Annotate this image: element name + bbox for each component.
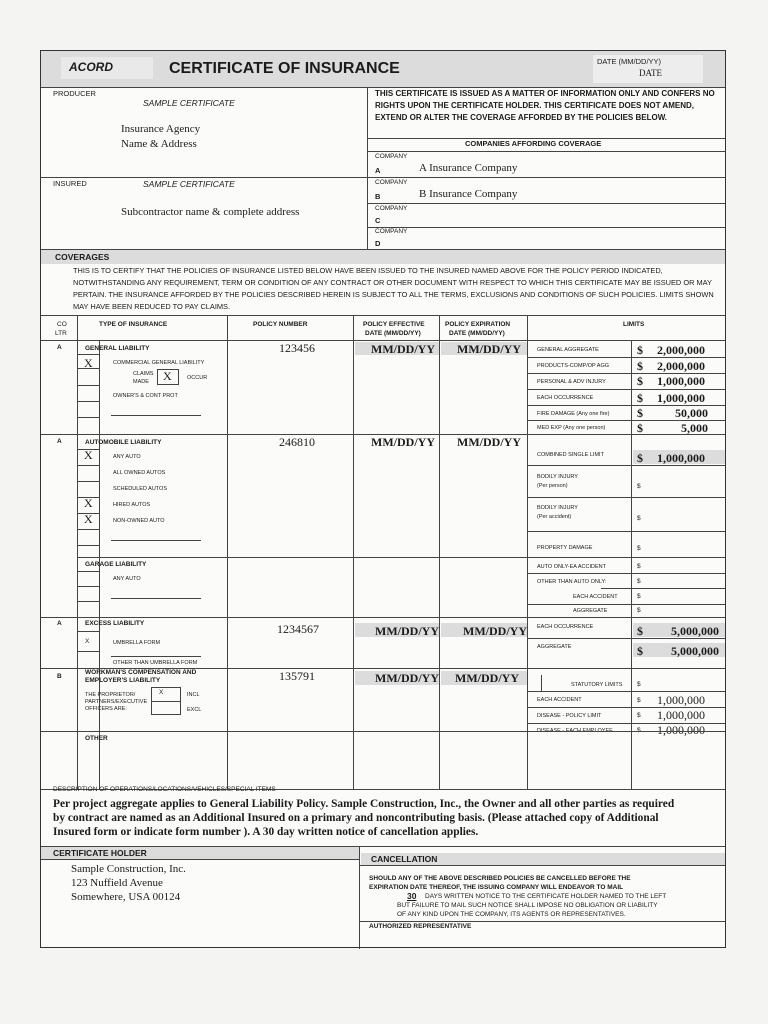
wc-limit-amount-2[interactable]: 1,000,000 — [657, 723, 705, 737]
excess-exp-date[interactable]: MM/DD/YY — [463, 624, 527, 638]
col-exp-1: POLICY EXPIRATION — [445, 321, 511, 328]
excess-agg-label: AGGREGATE — [537, 644, 572, 650]
producer-sample: SAMPLE CERTIFICATE — [143, 98, 235, 108]
gl-commercial-check[interactable]: X — [84, 356, 93, 370]
company-d-label: COMPANY — [375, 228, 408, 235]
auto-nonowned: NON-OWNED AUTO — [113, 518, 165, 524]
excess-occ-amount[interactable]: 5,000,000 — [671, 624, 719, 638]
auto-eff-date[interactable]: MM/DD/YY — [371, 435, 435, 449]
cancellation-line-1: SHOULD ANY OF THE ABOVE DESCRIBED POLICIES BE CANCELLED BEFORE THE — [369, 875, 631, 882]
insured-sample: SAMPLE CERTIFICATE — [143, 179, 235, 189]
holder-label: CERTIFICATE HOLDER — [53, 848, 147, 858]
company-a-name[interactable]: A Insurance Company — [419, 162, 518, 174]
excess-policy-number[interactable]: 1234567 — [277, 622, 319, 636]
col-policy: POLICY NUMBER — [253, 321, 308, 328]
gl-limit-label-4: FIRE DAMAGE (Any one fire) — [537, 411, 610, 417]
producer-label: PRODUCER — [53, 89, 96, 98]
garage-limit-3: EACH ACCIDENT — [573, 594, 618, 600]
col-eff-1: POLICY EFFECTIVE — [363, 321, 425, 328]
excess-occ-label: EACH OCCURRENCE — [537, 624, 594, 630]
gl-limit-label-1: PRODUCTS-COMP/OP AGG — [537, 363, 610, 369]
wc-limit-label-1: DISEASE - POLICY LIMIT — [537, 713, 602, 719]
auto-any-check[interactable]: X — [84, 448, 93, 462]
wc-limit-dollar-0: $ — [637, 697, 641, 704]
auto-title: AUTOMOBILE LIABILITY — [85, 439, 162, 446]
wc-policy-number[interactable]: 135791 — [279, 669, 315, 683]
gl-exp-date[interactable]: MM/DD/YY — [457, 342, 521, 356]
col-type: TYPE OF INSURANCE — [99, 321, 168, 328]
auto-hired-check[interactable]: X — [84, 496, 93, 510]
garage-limit-4: AGGREGATE — [573, 608, 608, 614]
auto-bi-acc-1: BODILY INJURY — [537, 505, 578, 511]
holder-name[interactable]: Sample Construction, Inc. — [71, 863, 186, 875]
cancellation-line-3: DAYS WRITTEN NOTICE TO THE CERTIFICATE HOLDER NAMED TO THE LEFT — [425, 893, 667, 900]
gl-limit-amount-5[interactable]: 5,000 — [681, 421, 708, 435]
auto-csl: COMBINED SINGLE LIMIT — [537, 452, 604, 458]
auto-bi-person-1: BODILY INJURY — [537, 474, 578, 480]
wc-limit-dollar-1: $ — [637, 712, 641, 719]
wc-limit-label-2: DISEASE - EACH EMPLOYEE — [537, 728, 613, 734]
wc-limit-dollar-2: $ — [637, 727, 641, 734]
excess-eff-date[interactable]: MM/DD/YY — [375, 624, 439, 638]
garage-title: GARAGE LIABILITY — [85, 561, 147, 568]
auto-csl-dollar: $ — [637, 451, 643, 465]
producer-line1[interactable]: Insurance Agency — [121, 123, 201, 135]
gl-limit-label-5: MED EXP (Any one person) — [537, 425, 606, 431]
auto-scheduled: SCHEDULED AUTOS — [113, 486, 167, 492]
gl-limit-amount-3[interactable]: 1,000,000 — [657, 391, 705, 405]
wc-prop-3: OFFICERS ARE: — [85, 706, 127, 712]
excess-umbrella-check[interactable]: X — [85, 638, 90, 645]
auto-bi-person-2: (Per person) — [537, 483, 568, 489]
excess-title: EXCESS LIABILITY — [85, 620, 145, 627]
garage-limit-1: AUTO ONLY-EA ACCIDENT — [537, 564, 606, 570]
wc-limit-amount-0[interactable]: 1,000,000 — [657, 693, 705, 707]
other-title: OTHER — [85, 735, 108, 742]
cancellation-line-4: BUT FAILURE TO MAIL SUCH NOTICE SHALL IMPOSE NO OBLIGATION OR LIABILITY — [397, 902, 658, 909]
excess-agg-dollar: $ — [637, 644, 643, 658]
wc-excl: EXCL — [187, 707, 202, 713]
auto-bi-acc-dollar: $ — [637, 515, 641, 522]
company-a-label: COMPANY — [375, 153, 408, 160]
coverages-band — [41, 250, 725, 264]
company-b-label: COMPANY — [375, 179, 408, 186]
gl-ltr: A — [57, 344, 62, 351]
wc-statutory-dollar: $ — [637, 681, 641, 688]
wc-prop-2: PARTNERS/EXECUTIVE — [85, 699, 148, 705]
date-label: DATE (MM/DD/YY) — [597, 57, 662, 66]
auto-exp-date[interactable]: MM/DD/YY — [457, 435, 521, 449]
garage-limit-2: OTHER THAN AUTO ONLY: — [537, 579, 607, 585]
description-label: DESCRIPTION OF OPERATIONS/LOCATIONS/VEHICLES/SPECIAL ITEMS — [53, 786, 276, 793]
gl-occur-check[interactable]: X — [163, 369, 172, 383]
date-value[interactable]: DATE — [639, 68, 662, 78]
page-title: CERTIFICATE OF INSURANCE — [169, 60, 400, 77]
auto-ltr: A — [57, 438, 62, 445]
auto-owned: ALL OWNED AUTOS — [113, 470, 166, 476]
wc-ltr: B — [57, 673, 62, 680]
gl-limit-label-0: GENERAL AGGREGATE — [537, 347, 599, 353]
information-notice: THIS CERTIFICATE IS ISSUED AS A MATTER OF INFORMATION ONLY AND CONFERS NO RIGHTS UPON THE CERTIFICATE HOLDER. THIS CERTIFICATE DOES NOT AMEND, EXTEND OR ALTER THE COVERAGE AFFORDED BY THE POLICIES BELOW. — [375, 89, 715, 122]
gl-limit-dollar-5: $ — [637, 421, 643, 435]
wc-limit-amount-1[interactable]: 1,000,000 — [657, 708, 705, 722]
wc-title-1: WORKMAN'S COMPENSATION AND — [85, 669, 197, 676]
wc-exp-date[interactable]: MM/DD/YY — [455, 671, 519, 685]
description-line-2[interactable]: by contract are named as an Additional Insured on a primary and noncontributing basis. (Please attached copy of Additional — [53, 812, 659, 824]
col-ltr: LTR — [55, 330, 67, 337]
description-line-3[interactable]: Insured form or indicate form number ). A 30 day written notice of cancellation applies. — [53, 826, 479, 838]
excess-other: OTHER THAN UMBRELLA FORM — [113, 660, 198, 666]
gl-limit-dollar-4: $ — [637, 406, 643, 420]
gl-limit-dollar-2: $ — [637, 374, 643, 388]
gl-title: GENERAL LIABILITY — [85, 345, 150, 352]
col-limits: LIMITS — [623, 321, 645, 328]
cancellation-line-5: OF ANY KIND UPON THE COMPANY, ITS AGENTS OR REPRESENTATIVES. — [397, 911, 626, 918]
garage-dollar-4: $ — [637, 607, 641, 614]
excess-occ-dollar: $ — [637, 624, 643, 638]
wc-incl-check[interactable]: X — [159, 689, 164, 696]
cancellation-days[interactable]: 30 — [407, 891, 417, 901]
auto-bi-person-dollar: $ — [637, 483, 641, 490]
wc-incl: INCL — [187, 692, 200, 698]
wc-title-2: EMPLOYER'S LIABILITY — [85, 677, 161, 684]
acord-logo: ACORD — [69, 60, 113, 74]
garage-any: ANY AUTO — [113, 576, 141, 582]
auto-csl-amount[interactable]: 1,000,000 — [657, 451, 705, 465]
gl-limit-amount-2[interactable]: 1,000,000 — [657, 374, 705, 388]
holder-street[interactable]: 123 Nuffield Avenue — [71, 877, 163, 889]
wc-statutory: STATUTORY LIMITS — [571, 682, 623, 688]
gl-limit-dollar-3: $ — [637, 391, 643, 405]
gl-made: MADE — [133, 379, 149, 385]
auto-hired: HIRED AUTOS — [113, 502, 151, 508]
excess-agg-amount[interactable]: 5,000,000 — [671, 644, 719, 658]
insured-address[interactable]: Subcontractor name & complete address — [121, 206, 300, 218]
holder-city[interactable]: Somewhere, USA 00124 — [71, 891, 181, 903]
wc-prop-1: THE PROPRIETOR/ — [85, 692, 136, 698]
gl-occur: OCCUR — [187, 375, 208, 381]
wc-limit-label-0: EACH ACCIDENT — [537, 697, 582, 703]
excess-umbrella: UMBRELLA FORM — [113, 640, 161, 646]
companies-heading: COMPANIES AFFORDING COVERAGE — [465, 139, 602, 148]
insured-label: INSURED — [53, 179, 87, 188]
gl-claims: CLAIMS — [133, 371, 154, 377]
gl-limit-amount-4[interactable]: 50,000 — [675, 406, 708, 420]
garage-dollar-3: $ — [637, 593, 641, 600]
cancellation-label: CANCELLATION — [371, 854, 438, 864]
authorized-representative: AUTHORIZED REPRESENTATIVE — [369, 923, 472, 930]
excess-ltr: A — [57, 620, 62, 627]
auto-any: ANY AUTO — [113, 454, 141, 460]
producer-line2[interactable]: Name & Address — [121, 138, 197, 150]
gl-limit-label-3: EACH OCCURRENCE — [537, 395, 594, 401]
garage-dollar-1: $ — [637, 563, 641, 570]
col-exp-2: DATE (MM/DD/YY) — [449, 330, 505, 337]
garage-dollar-2: $ — [637, 578, 641, 585]
gl-commercial: COMMERCIAL GENERAL LIABILITY — [113, 360, 205, 366]
company-c-label: COMPANY — [375, 205, 408, 212]
auto-bi-acc-2: (Per accident) — [537, 514, 572, 520]
gl-limit-dollar-0: $ — [637, 343, 643, 357]
coverages-text: THIS IS TO CERTIFY THAT THE POLICIES OF INSURANCE LISTED BELOW HAVE BEEN ISSUED TO THE INSURED NAMED ABOVE FOR THE POLICY PERIOD INDICATED, NOTWITHSTANDING ANY REQUIREMENT, TERM OR CONDITION OF ANY CONTRACT OR OTHER DOCUMENT WITH RESPECT TO WHICH THIS CERTIFICATE MAY BE ISSUED OR MAY PERTAIN. THE INSURANCE AFFORDED BY THE POLICIES DESCRIBED HEREIN IS SUBJECT TO ALL THE TERMS, EXCLUSIONS AND CONDITIONS OF SUCH POLICIES. LIMITS SHOWN MAY HAVE BEEN REDUCED TO PAY CLAIMS. — [73, 266, 714, 311]
gl-limit-dollar-1: $ — [637, 359, 643, 373]
gl-limit-label-2: PERSONAL & ADV INJURY — [537, 379, 606, 385]
auto-policy-number[interactable]: 246810 — [279, 435, 315, 449]
company-b-letter: B — [375, 192, 381, 201]
certificate-form — [40, 50, 726, 948]
company-a-letter: A — [375, 166, 381, 175]
gl-limit-amount-1[interactable]: 2,000,000 — [657, 359, 705, 373]
gl-limit-amount-0[interactable]: 2,000,000 — [657, 343, 705, 357]
cancellation-line-2: EXPIRATION DATE THEREOF, THE ISSUING COMPANY WILL ENDEAVOR TO MAIL — [369, 884, 624, 891]
col-eff-2: DATE (MM/DD/YY) — [365, 330, 421, 337]
company-c-letter: C — [375, 216, 381, 225]
company-d-letter: D — [375, 239, 381, 248]
gl-policy-number[interactable]: 123456 — [279, 341, 315, 355]
company-b-name[interactable]: B Insurance Company — [419, 188, 518, 200]
gl-owners: OWNER'S & CONT PROT — [113, 393, 178, 399]
gl-eff-date[interactable]: MM/DD/YY — [371, 342, 435, 356]
col-co: CO — [57, 321, 67, 328]
wc-eff-date[interactable]: MM/DD/YY — [375, 671, 439, 685]
auto-pd: PROPERTY DAMAGE — [537, 545, 593, 551]
description-line-1[interactable]: Per project aggregate applies to General Liability Policy. Sample Construction, Inc., the Owner and all other parties as required — [53, 798, 675, 810]
auto-nonowned-check[interactable]: X — [84, 512, 93, 526]
auto-pd-dollar: $ — [637, 545, 641, 552]
coverages-heading: COVERAGES — [55, 252, 110, 262]
